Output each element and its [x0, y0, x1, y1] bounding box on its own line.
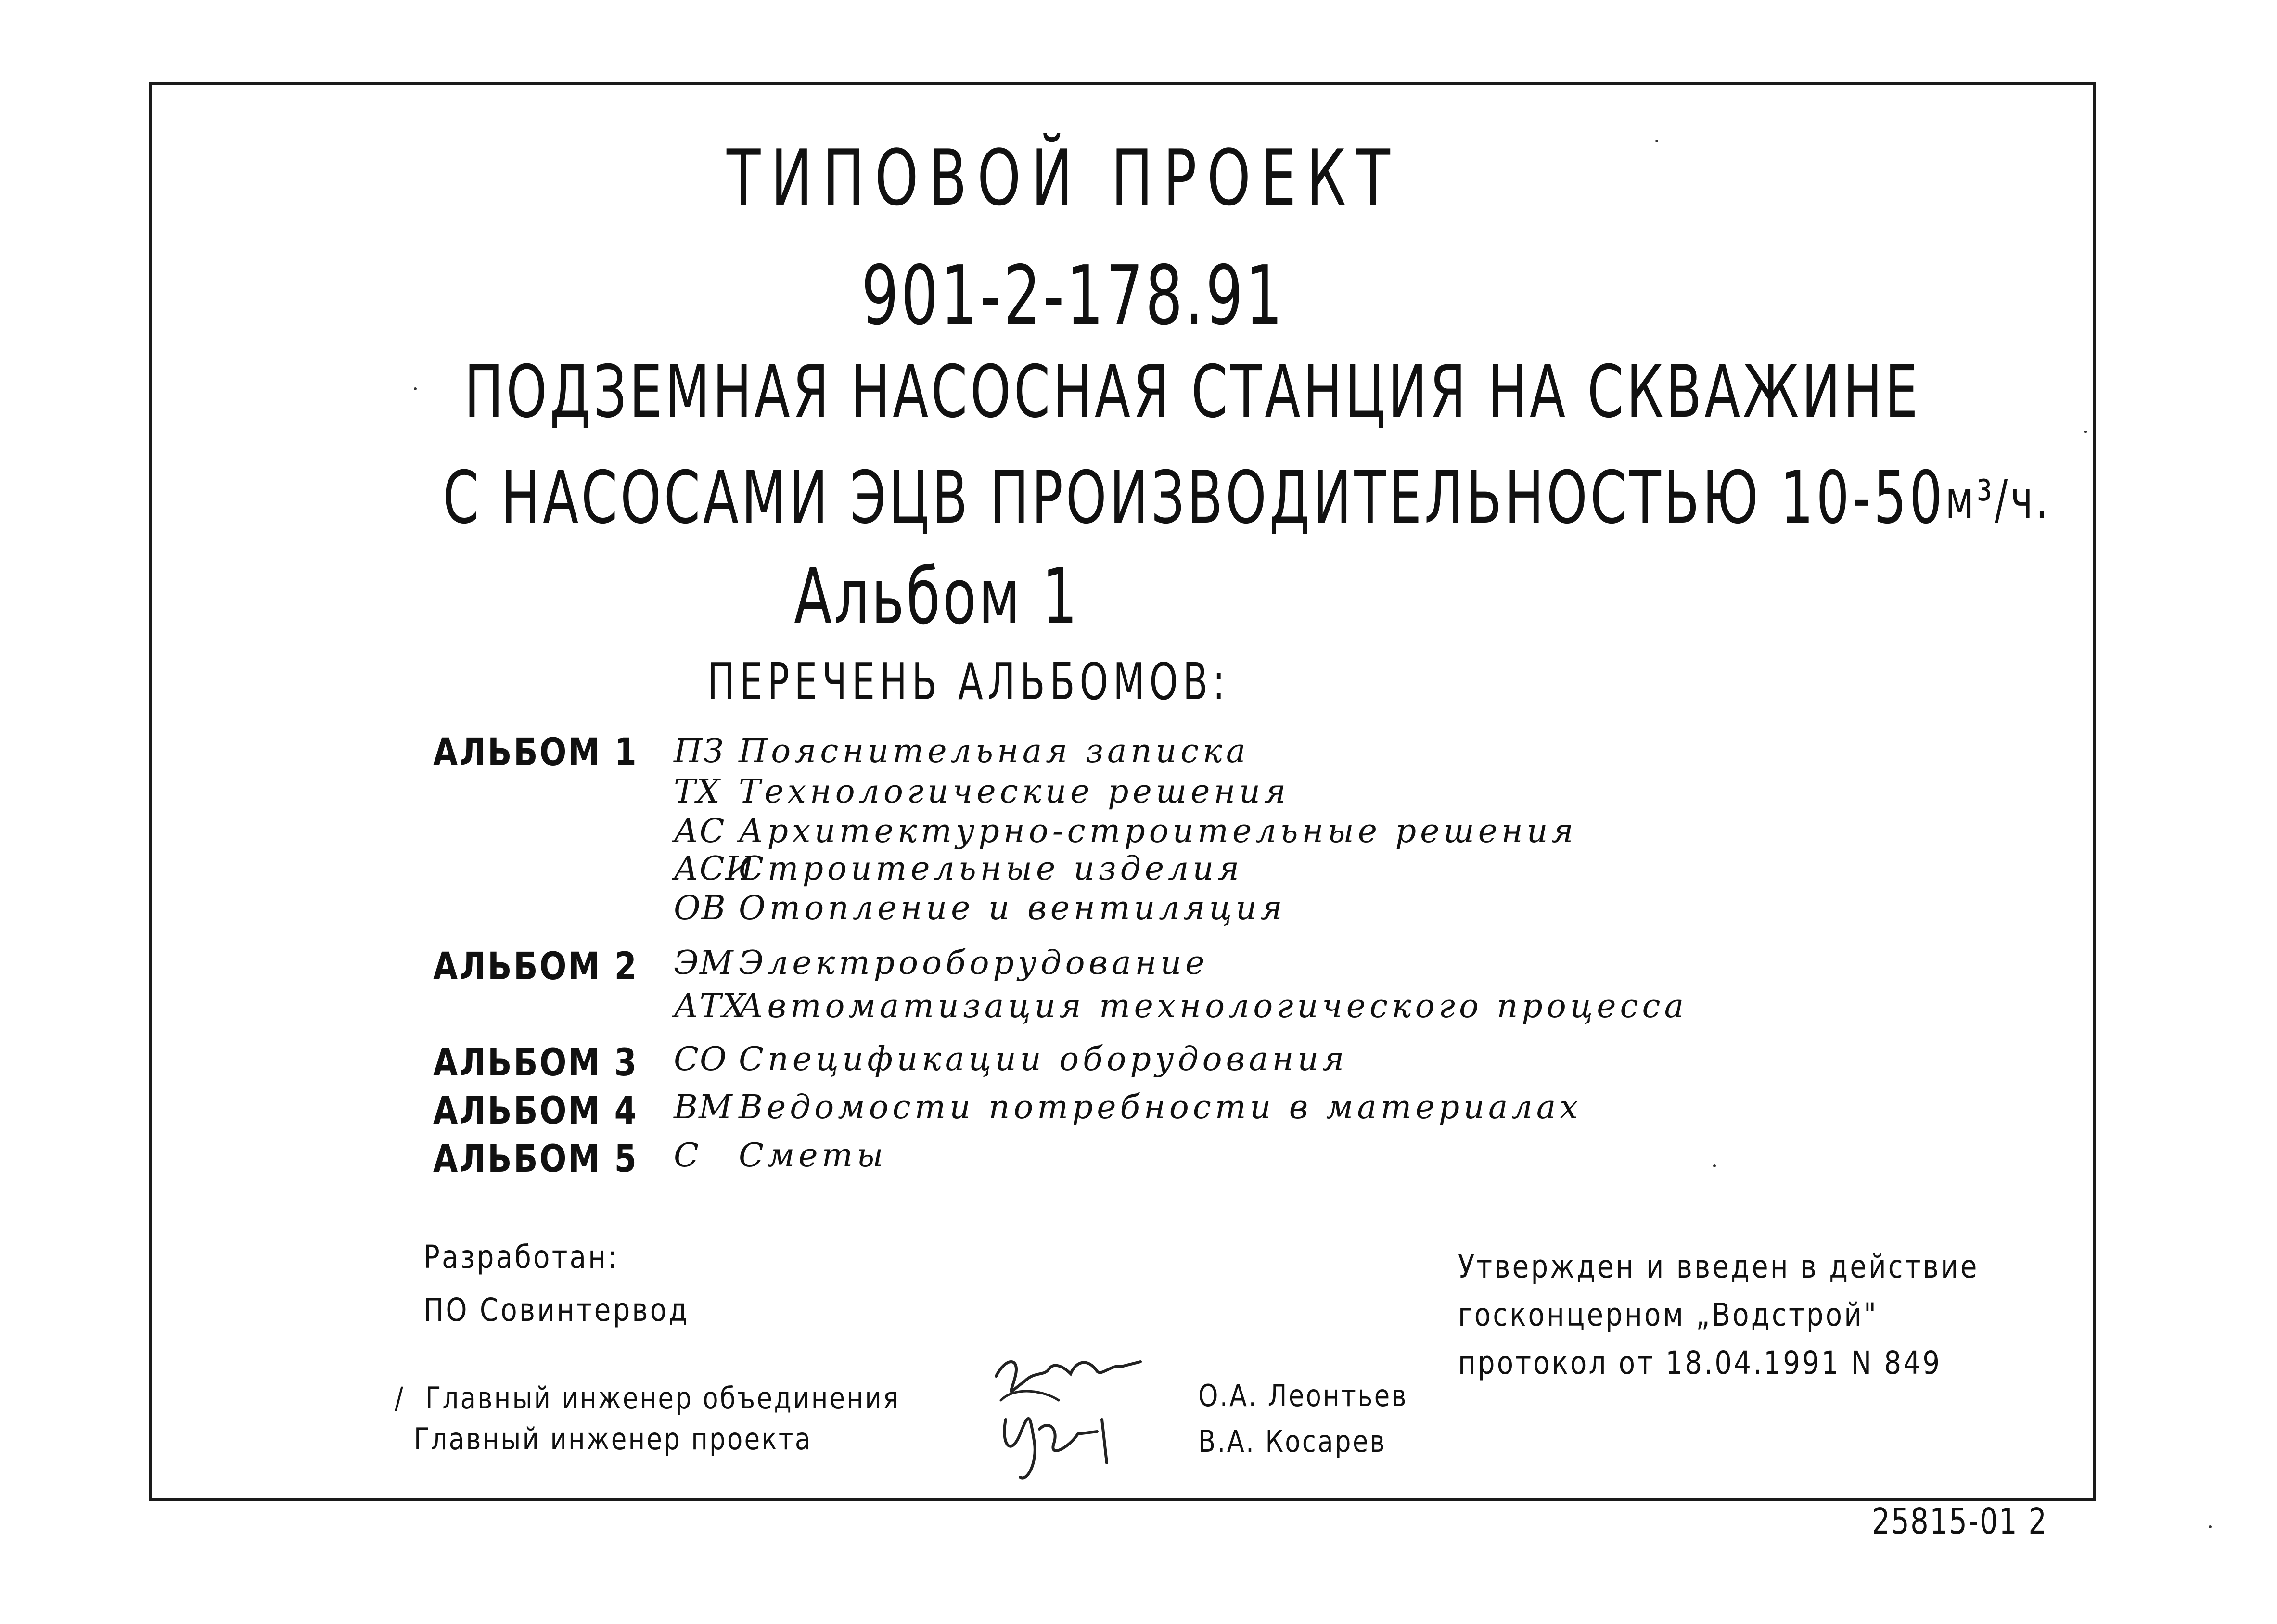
album-title: Альбом 1 — [794, 551, 1080, 641]
corner-code: 25815-01 2 — [1872, 1501, 2048, 1542]
project-number: 901-2-178.91 — [861, 248, 1285, 344]
document-title: ТИПОВОЙ ПРОЕКТ — [727, 133, 1401, 223]
subject-line-2-text: С НАСОСАМИ ЭЦВ ПРОИЗВОДИТЕЛЬНОСТЬЮ 10-50 — [443, 456, 1945, 540]
scan-speck — [2084, 431, 2087, 433]
doc-name: Спецификации оборудования — [739, 1040, 1348, 1078]
signatory-name — [1198, 1378, 1445, 1413]
doc-name: Строительные изделия — [739, 850, 1243, 888]
scan-speck — [414, 387, 417, 390]
doc-code: С — [674, 1137, 700, 1175]
list-item — [674, 812, 1577, 850]
doc-code: АТХ — [674, 987, 747, 1025]
list-item — [674, 944, 1209, 982]
doc-name: Отопление и вентиляция — [739, 889, 1286, 927]
album-4-label: АЛЬБОМ 4 — [433, 1089, 639, 1133]
doc-code: СО — [674, 1040, 728, 1078]
doc-code: ТХ — [674, 773, 721, 811]
album-5-label: АЛЬБОМ 5 — [433, 1138, 639, 1181]
signature-row-1: / Главный инженер объединения — [395, 1381, 900, 1416]
list-item — [674, 1040, 1348, 1078]
doc-name: Ведомости потребности в материалах — [739, 1088, 1582, 1126]
album-list-heading: ПЕРЕЧЕНЬ АЛЬБОМОВ: — [707, 652, 1230, 711]
developer-organization: ПО Совинтервод — [423, 1292, 690, 1329]
scan-speck — [2209, 1525, 2212, 1528]
scan-speck — [1713, 1164, 1716, 1167]
subject-line-1: ПОДЗЕМНАЯ НАСОСНАЯ СТАНЦИЯ НА СКВАЖИНЕ — [464, 350, 1921, 434]
list-item — [674, 1088, 1582, 1126]
list-item — [674, 773, 1290, 811]
signature-row-2 — [414, 1421, 883, 1457]
subject-line-2 — [443, 456, 2051, 540]
doc-code: ЭМ — [674, 944, 734, 982]
list-item — [674, 987, 1688, 1025]
approval-line-1: Утвержден и введен в действие — [1458, 1248, 1979, 1285]
doc-code: ОВ — [674, 889, 727, 927]
album-2-label: АЛЬБОМ 2 — [433, 945, 639, 988]
signatory-position: Главный инженер объединения — [425, 1381, 900, 1416]
doc-name: Автоматизация технологического процесса — [739, 987, 1688, 1025]
album-3-label: АЛЬБОМ 3 — [433, 1041, 639, 1085]
signatory-name-text: В.А. Косарев — [1198, 1424, 1387, 1459]
doc-name: Сметы — [739, 1137, 887, 1175]
approval-line-3: протокол от 18.04.1991 N 849 — [1458, 1344, 1942, 1381]
list-item — [674, 732, 1250, 770]
approval-line-2: госконцерном „Водстрой" — [1458, 1296, 1879, 1333]
doc-code: ВМ — [674, 1088, 733, 1126]
doc-code: АС — [674, 812, 726, 850]
list-item — [674, 850, 1243, 888]
scan-speck — [1655, 140, 1658, 142]
doc-name: Пояснительная записка — [739, 732, 1250, 770]
doc-code: АСИ — [674, 850, 755, 888]
signatory-name-text: О.А. Леонтьев — [1198, 1378, 1408, 1413]
handwritten-signatures — [986, 1347, 1160, 1492]
signatory-name — [1198, 1424, 1420, 1459]
album-1-label: АЛЬБОМ 1 — [433, 731, 639, 774]
subject-unit: м³/ч. — [1945, 469, 2051, 530]
doc-name: Технологические решения — [739, 773, 1290, 811]
list-item — [674, 889, 1286, 927]
doc-name: Архитектурно-строительные решения — [739, 812, 1577, 850]
doc-name: Электрооборудование — [739, 944, 1209, 982]
signatory-position: Главный инженер проекта — [414, 1421, 812, 1457]
list-item — [674, 1137, 887, 1175]
doc-code: ПЗ — [674, 732, 725, 770]
developer-label: Разработан: — [423, 1239, 619, 1276]
